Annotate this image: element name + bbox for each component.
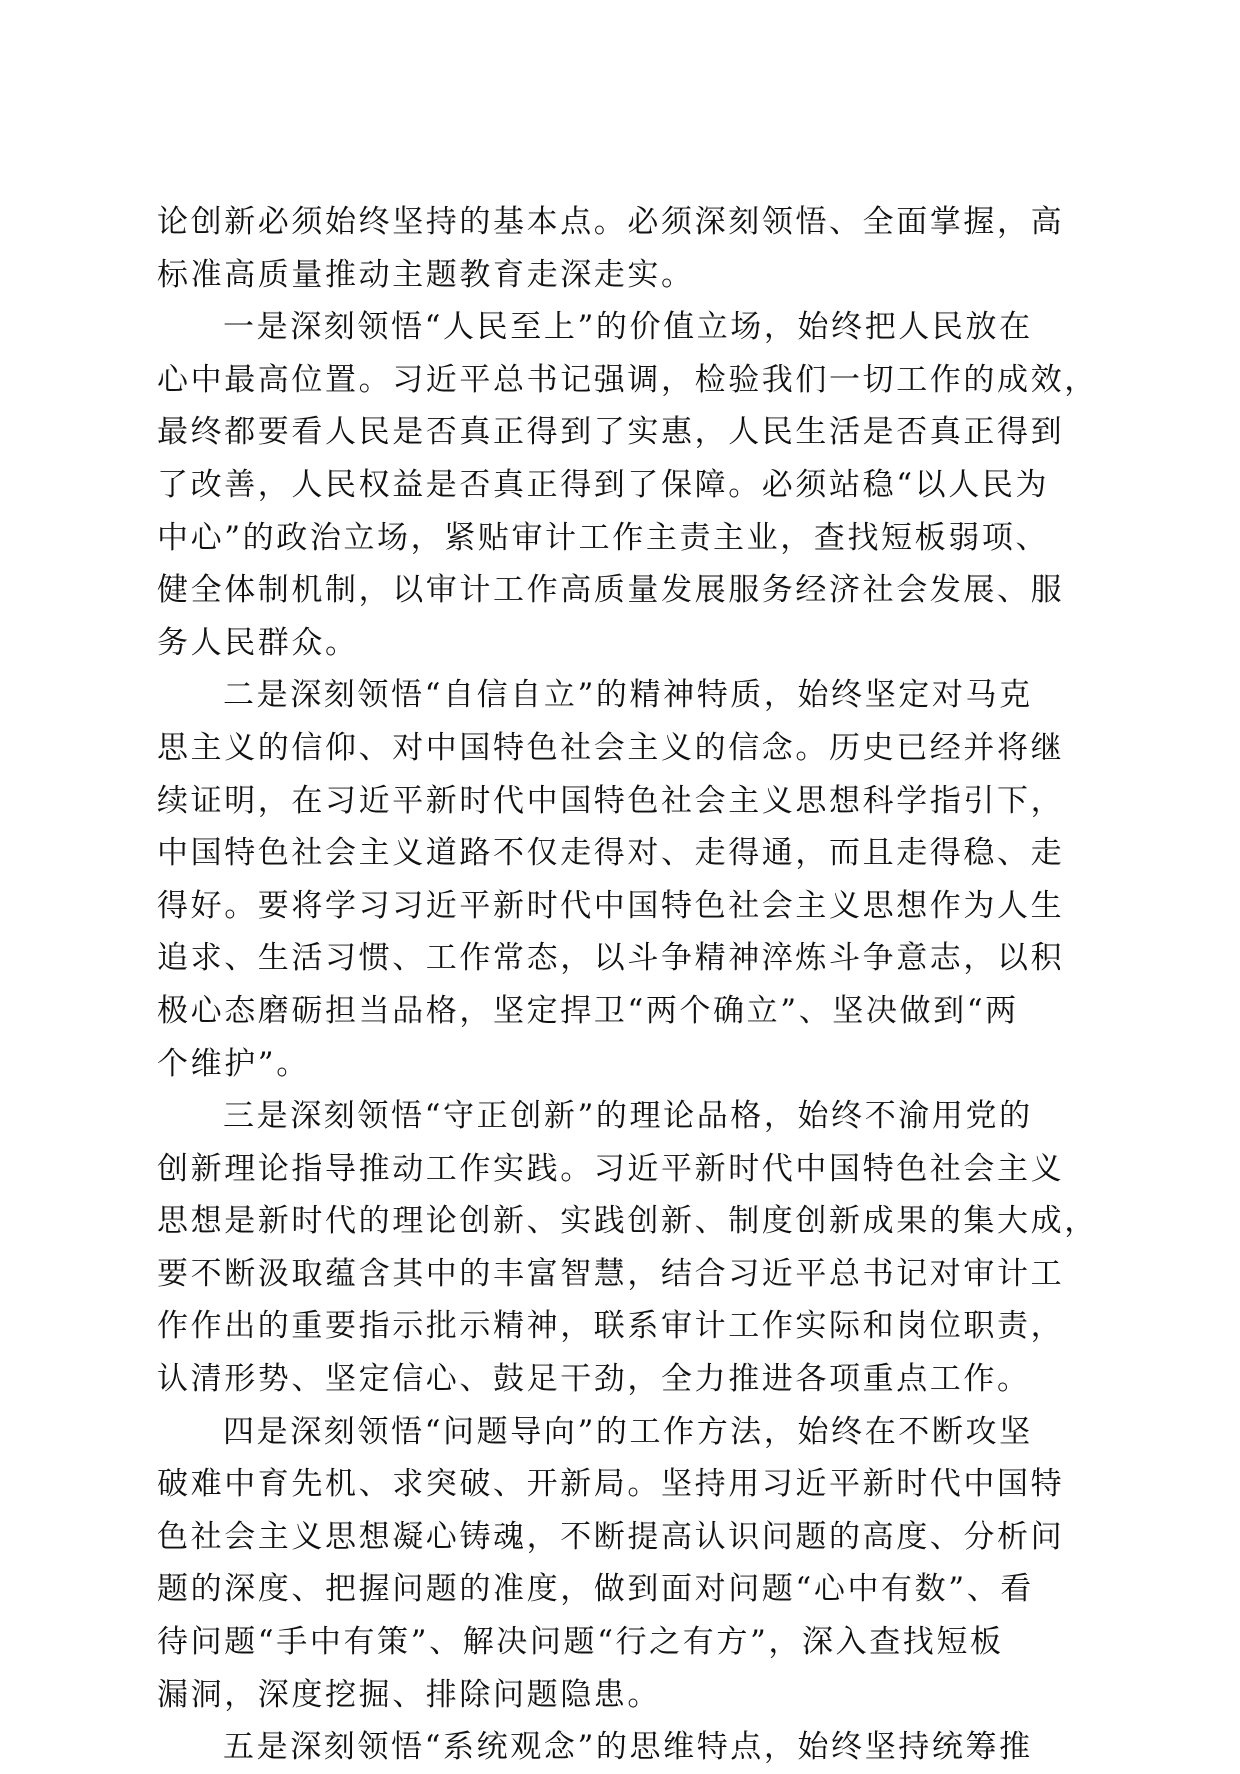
- text-line: 中国特色社会主义道路不仅走得对、走得通，而且走得稳、走: [157, 835, 1065, 872]
- text-line: 了改善，人民权益是否真正得到了保障。必须站稳“以人民为: [157, 466, 1050, 503]
- text-line: 认清形势、坚定信心、鼓足干劲，全力推进各项重点工作。: [157, 1361, 1031, 1398]
- text-line: 漏洞，深度挖掘、排除问题隐患。: [157, 1676, 661, 1713]
- text-line: 续证明，在习近平新时代中国特色社会主义思想科学指引下，: [157, 782, 1065, 819]
- text-line: 个维护”。: [157, 1045, 310, 1082]
- text-line: 健全体制机制，以审计工作高质量发展服务经济社会发展、服: [157, 572, 1065, 609]
- text-line: 创新理论指导推动工作实践。习近平新时代中国特色社会主义: [157, 1150, 1065, 1187]
- text-line: 得好。要将学习习近平新时代中国特色社会主义思想作为人生: [157, 887, 1065, 924]
- paragraph-start-line: 五是深刻领悟“系统观念”的思维特点，始终坚持统筹推: [223, 1729, 1033, 1766]
- paragraph-start-line: 一是深刻领悟“人民至上”的价值立场，始终把人民放在: [223, 309, 1033, 346]
- text-line: 破难中育先机、求突破、开新局。坚持用习近平新时代中国特: [157, 1466, 1065, 1503]
- text-line: 题的深度、把握问题的准度，做到面对问题“心中有数”、看: [157, 1571, 1034, 1608]
- text-line: 标准高质量推动主题教育走深走实。: [157, 256, 695, 293]
- text-line: 作作出的重要指示批示精神，联系审计工作实际和岗位职责，: [157, 1308, 1065, 1345]
- text-line: 待问题“手中有策”、解决问题“行之有方”，深入查找短板: [157, 1624, 1004, 1661]
- paragraph-start-line: 四是深刻领悟“问题导向”的工作方法，始终在不断攻坚: [223, 1413, 1033, 1450]
- paragraph-start-line: 三是深刻领悟“守正创新”的理论品格，始终不渝用党的: [223, 1098, 1033, 1135]
- text-line: 思想是新时代的理论创新、实践创新、制度创新成果的集大成，: [157, 1203, 1098, 1240]
- body-text: [157, 196, 1097, 1774]
- text-line: 最终都要看人民是否真正得到了实惠，人民生活是否真正得到: [157, 414, 1065, 451]
- text-line: 追求、生活习惯、工作常态，以斗争精神淬炼斗争意志，以积: [157, 940, 1065, 977]
- text-line: 色社会主义思想凝心铸魂，不断提高认识问题的高度、分析问: [157, 1518, 1065, 1555]
- text-line: 思主义的信仰、对中国特色社会主义的信念。历史已经并将继: [157, 729, 1065, 766]
- text-line: 务人民群众。: [157, 624, 359, 661]
- paragraph-start-line: 二是深刻领悟“自信自立”的精神特质，始终坚定对马克: [223, 677, 1033, 714]
- text-line: 极心态磨砺担当品格，坚定捍卫“两个确立”、坚决做到“两: [157, 992, 1019, 1029]
- text-line: 论创新必须始终坚持的基本点。必须深刻领悟、全面掌握，高: [157, 204, 1065, 240]
- text-line: 要不断汲取蕴含其中的丰富智慧，结合习近平总书记对审计工: [157, 1255, 1065, 1292]
- text-line: 中心”的政治立场，紧贴审计工作主责主业，查找短板弱项、: [157, 519, 1050, 556]
- text-line: 心中最高位置。习近平总书记强调，检验我们一切工作的成效，: [157, 361, 1098, 398]
